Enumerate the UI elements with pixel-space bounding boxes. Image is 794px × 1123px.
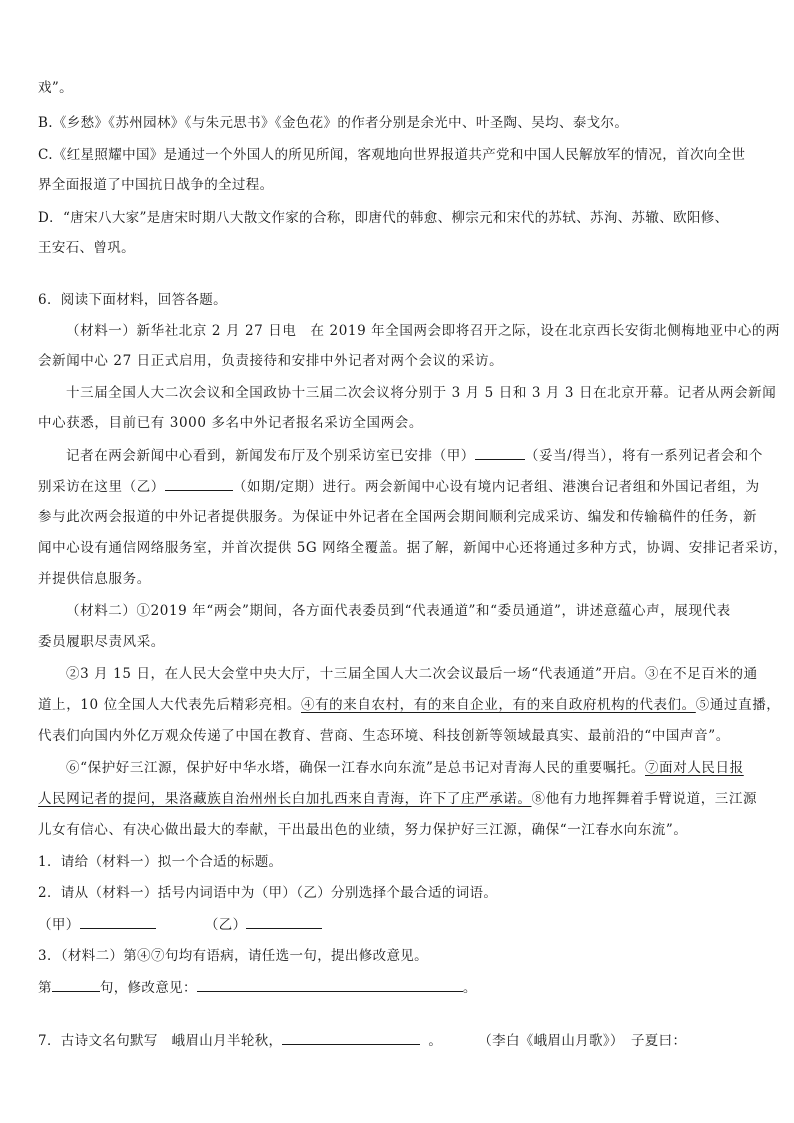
- q5-option-c-cont: 界全面报道了中国抗日战争的全过程。: [38, 177, 274, 193]
- sub-question-2: 2．请从（材料一）括号内词语中为（甲）（乙）分别选择个最合适的词语。: [38, 885, 498, 901]
- material-2-p3: ⑥“保护好三江源，保护好中华水塔，确保一江春水向东流”是总书记对青海人民的重要嘱托。⑦面对人民日报: [66, 760, 744, 776]
- material-2-p1-cont: 委员履职尽责风采。: [38, 634, 165, 650]
- poem-line-blank[interactable]: [282, 1030, 420, 1045]
- material-2-p3-l3: 儿女有信心、有决心做出最大的奉献，干出最出色的业绩，努力保护好三江源，确保“一江春水向东流”。: [38, 822, 688, 838]
- material-2-p2: ②3 月 15 日，在人民大会堂中央大厅，十三届全国人大二次会议最后一场“代表通道”开启。③在不足百米的通: [66, 666, 758, 682]
- sub-question-3: 3．（材料二）第④⑦句均有语病，请任选一句，提出修改意见。: [38, 948, 428, 964]
- material-2-p2-l2: 道上，10 位全国人大代表先后精彩亮相。④有的来自农村，有的来自企业，有的来自政府机构的代表们。⑤通过直播，: [38, 697, 781, 713]
- material-1-p1: （材料一）新华社北京 2 月 27 日电 在 2019 年全国两会即将召开之际，设在北京西长安街北侧梅地亚中心的两: [66, 323, 781, 339]
- sentence-4-underlined: ④有的来自农村，有的来自企业，有的来自政府机构的代表们。: [300, 697, 696, 713]
- q7-poem-recitation: 7．古诗文名句默写 峨眉山月半轮秋， 。 （李白《峨眉山月歌》） 子夏曰：: [38, 1030, 758, 1051]
- sub-question-1: 1．请给（材料一）拟一个合适的标题。: [38, 854, 283, 870]
- q5-option-d: D．“唐宋八大家”是唐宋时期八大散文作家的合称，即唐代的韩愈、柳宗元和宋代的苏轼、苏洵、苏辙、欧阳修、: [38, 210, 729, 226]
- material-2-p3-l2: 人民网记者的提问，果洛藏族自治州州长白加扎西来自青海，许下了庄严承诺。⑧他有力地挥舞着手臂说道，三江源: [38, 791, 758, 807]
- sentence-7-underlined-cont: 人民网记者的提问，果洛藏族自治州州长白加扎西来自青海，许下了庄严承诺。: [38, 791, 532, 807]
- q5-option-d-cont: 王安石、曾巩。: [38, 240, 135, 256]
- q6-stem: 6．阅读下面材料，回答各题。: [38, 292, 227, 308]
- blank-jia[interactable]: [475, 445, 525, 460]
- answer-yi-blank[interactable]: [246, 914, 322, 929]
- q5-prev-line: 戏”。: [38, 80, 73, 96]
- material-2-p2-l3: 代表们向国内外亿万观众传递了中国在教育、营商、生态环境、科技创新等领域最真实、最前沿的“中国声音”。: [38, 728, 730, 744]
- sub-question-2-answers: （甲） （乙）: [38, 914, 758, 935]
- answer-jia-blank[interactable]: [80, 914, 156, 929]
- material-1-p1-cont: 会新闻中心 27 日正式启用，负责接待和安排中外记者对两个会议的采访。: [38, 353, 504, 369]
- material-1-p2: 十三届全国人大二次会议和全国政协十三届二次会议将分别于 3 月 5 日和 3 月 3 日在北京开幕。记者从两会新闻: [66, 385, 777, 401]
- sentence-7-underlined: ⑦面对人民日报: [645, 760, 744, 776]
- sub-question-3-answer: 第 句，修改意见： 。: [38, 977, 758, 998]
- blank-yi[interactable]: [165, 476, 233, 491]
- revision-blank[interactable]: [197, 977, 463, 992]
- material-1-p3: 记者在两会新闻中心看到，新闻发布厅及个别采访室已安排（甲） （妥当/得当），将有一系列记者会和个: [66, 445, 758, 466]
- q5-option-c: C.《红星照耀中国》是通过一个外国人的所见所闻，客观地向世界报道共产党和中国人民解放军的情况，首次向全世: [38, 147, 746, 163]
- sentence-number-blank[interactable]: [52, 977, 100, 992]
- material-1-p3-l3: 参与此次两会报道的中外记者提供服务。为保证中外记者在全国两会期间顺利完成采访、编发和传输稿件的任务，新: [38, 509, 758, 525]
- material-1-p3-l4: 闻中心设有通信网络服务室，并首次提供 5G 网络全覆盖。据了解，新闻中心还将通过多种方式，协调、安排记者采访，: [38, 540, 788, 556]
- material-1-p3-l2: 别采访在这里（乙） （如期/定期）进行。两会新闻中心设有境内记者组、港澳台记者组和外国记者组，为: [38, 476, 758, 497]
- material-1-p3-l5: 并提供信息服务。: [38, 571, 151, 587]
- material-2-p1: （材料二）①2019 年“两会”期间，各方面代表委员到“代表通道”和“委员通道”，讲述意蕴心声，展现代表: [66, 603, 731, 619]
- material-1-p2-cont: 中心获悉，目前已有 3000 多名中外记者报名采访全国两会。: [38, 415, 423, 431]
- q5-option-b: B.《乡愁》《苏州园林》《与朱元思书》《金色花》的作者分别是余光中、叶圣陶、吴均、泰戈尔。: [38, 115, 629, 131]
